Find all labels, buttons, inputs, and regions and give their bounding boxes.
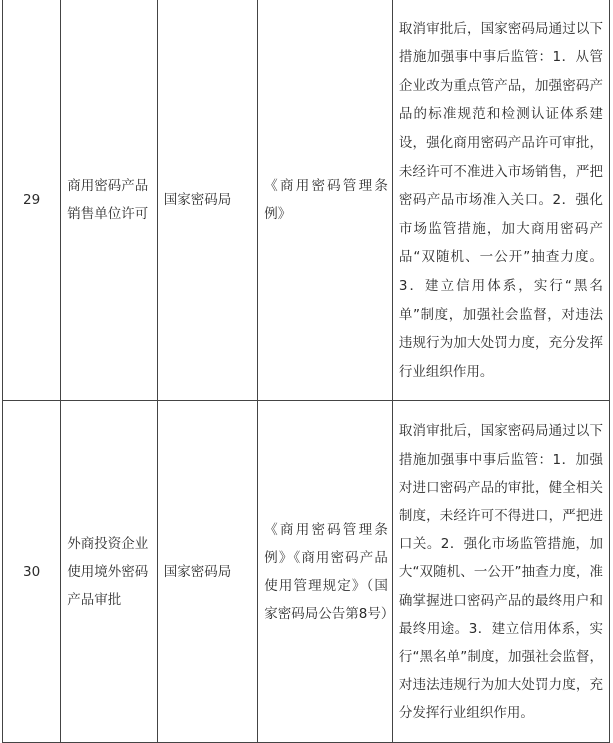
department: 国家密码局 [163,563,232,580]
item-name-cell [61,0,157,401]
regulation-table [2,0,610,743]
measures-cell [392,0,609,401]
legal-basis-cell [258,401,393,743]
department: 国家密码局 [163,191,232,208]
row-number: 30 [23,563,41,580]
item-name: 外商投资企业使用境外密码产品审批 [67,535,149,608]
supervision-measures: 取消审批后，国家密码局通过以下措施加强事中事后监管：1．从管企业改为重点管产品，加强密码产品的标准规范和检测认证体系建设，强化商用密码产品许可审批，未经许可不准进入市场销售，严把密码产品市场准入关口。2．强化市场监管措施，加大商用密码产品“双随机、一公开”抽查力度。3．建立信用体系，实行“黑名单”制度，加强社会监督，对违法违规行为加大处罚力度，充分发挥行业组织作用。 [398,20,603,380]
supervision-measures: 取消审批后，国家密码局通过以下措施加强事中事后监管：1．加强对进口密码产品的审批，健全相关制度，未经许可不得进口，严把进口关。2．强化市场监管措施，加大“双随机、一公开”抽查力度，准确掌握进口密码产品的最终用户和最终用途。3．建立信用体系，实行“黑名单”制度，加强社会监督，对违法违规行为加大处罚力度，充分发挥行业组织作用。 [398,423,603,722]
legal-basis-cell [258,0,393,401]
row-number-cell [3,401,61,743]
department-cell [157,0,257,401]
department-cell [157,401,257,743]
table-row [3,401,610,743]
measures-cell [392,401,609,743]
row-number: 29 [23,191,41,208]
table-row [3,0,610,401]
item-name: 商用密码产品销售单位许可 [67,177,149,222]
legal-basis: 《商用密码管理条例》 [264,177,388,222]
legal-basis: 《商用密码管理条例》《商用密码产品使用管理规定》（国家密码局公告第8号） [264,521,395,622]
item-name-cell [61,401,157,743]
row-number-cell [3,0,61,401]
